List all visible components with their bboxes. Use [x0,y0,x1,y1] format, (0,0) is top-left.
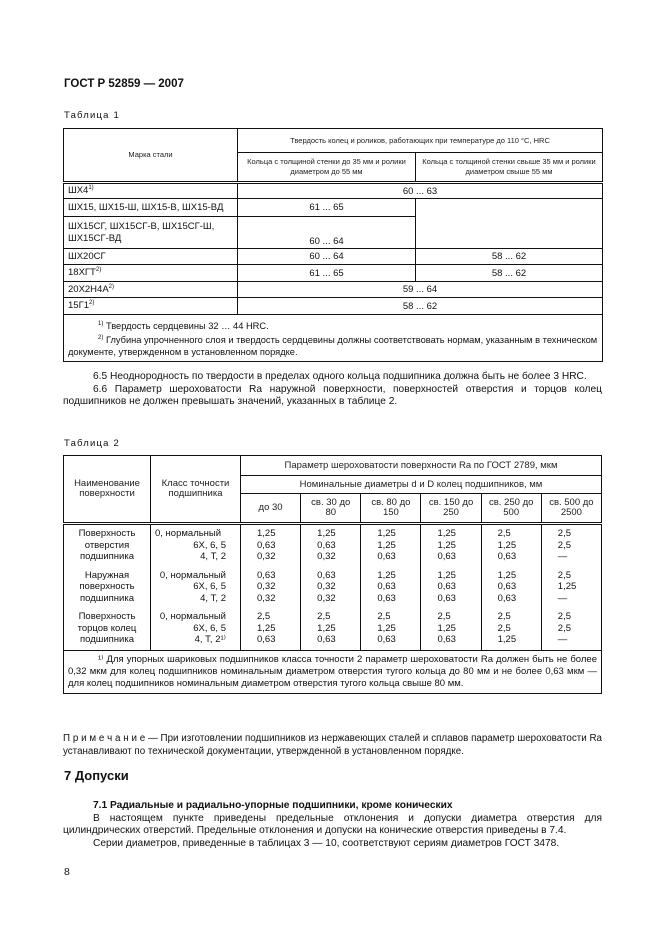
table-cell [241,567,301,609]
diameter-header: св. 150 до 250 [421,494,481,524]
cell-line: 0,63 [437,581,456,592]
cell-line: 4, Т, 2 [200,592,226,604]
steel-grade: 18ХГТ [68,267,96,279]
cell-line: 0,32 [257,581,276,592]
table2-col-class: Класс точности подшипника [151,456,241,524]
cell-line: 0,63 [317,539,336,551]
footnote-text: Твердость сердцевины 32 … 44 HRC. [105,321,269,332]
cell-line: торцов колец [77,622,137,634]
footnote-ref: 2) [108,283,115,290]
cell-line: 1,25 [257,622,276,634]
cell-line: 0,63 [317,569,336,581]
footnote-ref: 2) [89,300,95,307]
table-cell [151,608,241,650]
table-cell [541,567,601,609]
cell-line: 1,25 [317,622,336,634]
cell-line: 0,63 [497,581,517,592]
table2-caption: Таблица 2 [64,438,120,449]
cell-line: 2,5 [557,539,571,551]
table-cell [421,567,481,609]
table-cell [241,524,301,567]
cell-line: 0,63 [437,551,456,562]
footnote-ref: 1) [88,185,94,192]
subsection-7-1-title: 7.1 Радиальные и радиально-упорные подшипники, кроме конических [93,800,453,811]
table2-col-surface: Наименование поверхности [64,456,151,524]
cell-line: 1,25 [437,539,456,551]
section-7-title: 7 Допуски [64,768,129,783]
cell-line: 0,63 [317,634,336,645]
cell-line: подшипника [79,551,135,562]
paragraph: В настоящем пункте приведены предельные отклонения и допуски диаметра отверстия для цилиндрических отверстий. Предельные отклонения и допуски на конические отверстия приведены в 7.4. [63,812,602,836]
hardness: 61 ... 65 [238,265,416,282]
cell-line: 2,5 [437,611,451,622]
table1-col-steel: Марка стали [64,129,238,183]
table-cell [301,608,361,650]
cell-line: 0,63 [257,539,276,551]
table1-col-a: Кольца с толщиной стенки до 35 мм и ролики диаметром до 55 мм [238,153,416,183]
table-cell [421,608,481,650]
cell-line: 4, Т, 2¹⁾ [194,634,226,645]
table1-col-b: Кольца с толщиной стенки свыше 35 мм и ролики диаметром свыше 55 мм [416,153,603,183]
cell-line: 1,25 [497,634,517,645]
hardness: 58 ... 62 [238,298,603,315]
section-6-paragraphs [63,371,602,409]
cell-line: 0,32 [317,592,336,604]
cell-line: отверстия [84,539,130,551]
paragraph-6-6: 6.6 Параметр шероховатости Ra наружной поверхности, поверхностей отверстия и торцов колец подшипников не должен превышать значений, указанных в таблице 2. [63,383,602,407]
table1-col-group: Твердость колец и роликов, работающих при температуре до 110 °С, HRC [238,129,603,153]
cell-line: 0,63 [377,581,396,592]
cell-line: — [557,634,568,645]
empty-cell [416,199,603,249]
steel-grade: ШХ4 [68,185,89,197]
cell-line: 0,63 [497,551,517,562]
paragraph-6-5: 6.5 Неоднородность по твердости в пределах одного кольца подшипника должна быть не более 3 HRC. [93,371,587,382]
cell-line: поверхность [79,581,135,592]
table-row [64,524,602,567]
table-cell [361,567,421,609]
table-cell [241,608,301,650]
table1 [63,128,603,362]
table-cell [541,524,601,567]
steel-grade: ШХ15СГ, ШХ15СГ-В, ШХ15СГ-Ш, ШХ15СГ-ВД [64,217,238,249]
table-row [64,282,603,298]
table-cell [481,567,541,609]
cell-line: 0,63 [437,634,456,645]
steel-grade: ШХ15, ШХ15-Ш, ШХ15-В, ШХ15-ВД [64,199,238,217]
cell-line: 2,5 [497,611,511,622]
cell-line: 4, Т, 2 [200,551,226,562]
steel-grade: 15Г1 [68,300,89,312]
cell-line: 0,32 [257,592,276,604]
table-cell [64,608,151,650]
cell-line: 1,25 [377,569,396,581]
cell-line: 1,25 [437,569,456,581]
cell-line: 1,25 [377,622,396,634]
diameter-header: св. 250 до 500 [481,494,541,524]
footnote-text: Глубина упрочненного слоя и твердость сердцевины должны соответствовать нормам, указанным в техническом документе, утвержденном в установленном порядке. [68,335,598,358]
paragraph: Серии диаметров, приведенные в таблицах 3 — 10, соответствуют сериям диаметров ГОСТ 3478. [93,837,560,849]
table-cell [151,524,241,567]
cell-line: 2,5 [317,611,331,622]
cell-line: подшипника [79,634,135,645]
cell-line: 0,63 [377,634,396,645]
cell-line: 2,5 [257,611,271,622]
cell-line: 0,63 [497,592,517,604]
diameter-header: св. 80 до 150 [361,494,421,524]
diameter-header: св. 30 до 80 [301,494,361,524]
table-cell [301,567,361,609]
cell-line: 6Х, 6, 5 [193,539,226,551]
document-header: ГОСТ Р 52859 — 2007 [64,78,184,90]
table-row [64,199,603,217]
cell-line: 6Х, 6, 5 [193,581,226,592]
footnote-mark: 2) [98,335,104,342]
cell-line: 1,25 [557,581,577,592]
table-cell [361,524,421,567]
diameter-header: до 30 [241,494,301,524]
cell-line: 1,25 [497,539,517,551]
cell-line: 0,63 [377,592,396,604]
cell-line: подшипника [79,592,135,604]
table-row [64,298,603,315]
table-cell [64,567,151,609]
table-row [64,249,603,265]
table-cell [151,567,241,609]
cell-line: — [557,551,568,562]
cell-line: 1,25 [377,539,396,551]
table-cell [64,524,151,567]
table-cell [481,608,541,650]
cell-line: 2,5 [497,528,511,539]
cell-line: 1,25 [437,528,456,539]
cell-line: 0,63 [437,592,456,604]
cell-line: Поверхность [78,611,136,622]
cell-line: 2,5 [557,611,571,622]
table-cell [541,608,601,650]
cell-line: 0,63 [377,551,396,562]
cell-line: 0,63 [257,569,276,581]
table1-caption: Таблица 1 [64,110,120,121]
cell-line: 6Х, 6, 5 [193,622,226,634]
hardness: 58 ... 62 [416,265,603,282]
cell-line: 0,32 [257,551,276,562]
table-row [64,183,603,199]
table2-footnote: ¹⁾ Для упорных шариковых подшипников класса точности 2 параметр шероховатости Ra должен быть не более 0,32 мкм для колец подшипников номинальным диаметром отверстия тугого кольца до 80 мм и не более 0,63 мкм — для колец подшипников номинальным диаметром отверстия тугого кольца свыше 80 мм. [68,653,597,689]
cell-line: — [557,592,568,604]
hardness: 61 ... 65 [238,199,416,217]
diameter-header: св. 500 до 2500 [541,494,601,524]
hardness: 60 ... 64 [238,217,416,249]
note: П р и м е ч а н и е — При изготовлении подшипников из нержавеющих сталей и сплавов параметр шероховатости Ra устанавливают по технической документации, утвержденной в установленном порядке. [63,733,602,757]
hardness: 58 ... 62 [416,249,603,265]
footnote-mark: 1) [98,321,104,327]
cell-line: 1,25 [377,528,396,539]
section-7-1 [63,800,602,850]
table2-footnote-cell [64,650,602,693]
table2 [63,455,602,694]
steel-grade: 20Х2Н4А [68,284,109,296]
table2-col-sub: Номинальные диаметры d и D колец подшипников, мм [241,476,602,494]
cell-line: 0,63 [257,634,276,645]
cell-line: 1,25 [497,569,517,581]
page-number: 8 [64,866,70,878]
cell-line: 0, нормальный [159,611,226,622]
hardness: 59 ... 64 [238,282,603,298]
cell-line: 2,5 [557,569,571,581]
cell-line: 2,5 [557,622,571,634]
cell-line: 0,32 [317,551,336,562]
table-cell [481,524,541,567]
steel-grade: ШХ20СГ [64,249,238,265]
cell-line: 0, нормальный [155,528,222,539]
cell-line: 1,25 [437,622,456,634]
cell-line: Поверхность [78,528,136,539]
cell-line: Наружная [84,569,130,581]
hardness: 60 ... 63 [238,183,603,199]
table-cell [421,524,481,567]
cell-line: 2,5 [557,528,571,539]
footnote-ref: 2) [95,267,102,274]
cell-line: 2,5 [377,611,391,622]
table-cell [361,608,421,650]
table-row [64,608,602,650]
cell-line: 1,25 [317,528,336,539]
table-row [64,265,603,282]
table-cell [301,524,361,567]
cell-line: 0,32 [317,581,336,592]
cell-line: 0, нормальный [159,569,226,581]
hardness: 60 ... 64 [238,249,416,265]
cell-line: 1,25 [257,528,276,539]
table1-footnotes [64,315,603,362]
table2-col-group: Параметр шероховатости поверхности Ra по ГОСТ 2789, мкм [241,456,602,476]
table-row [64,567,602,609]
cell-line: 2,5 [497,622,511,634]
